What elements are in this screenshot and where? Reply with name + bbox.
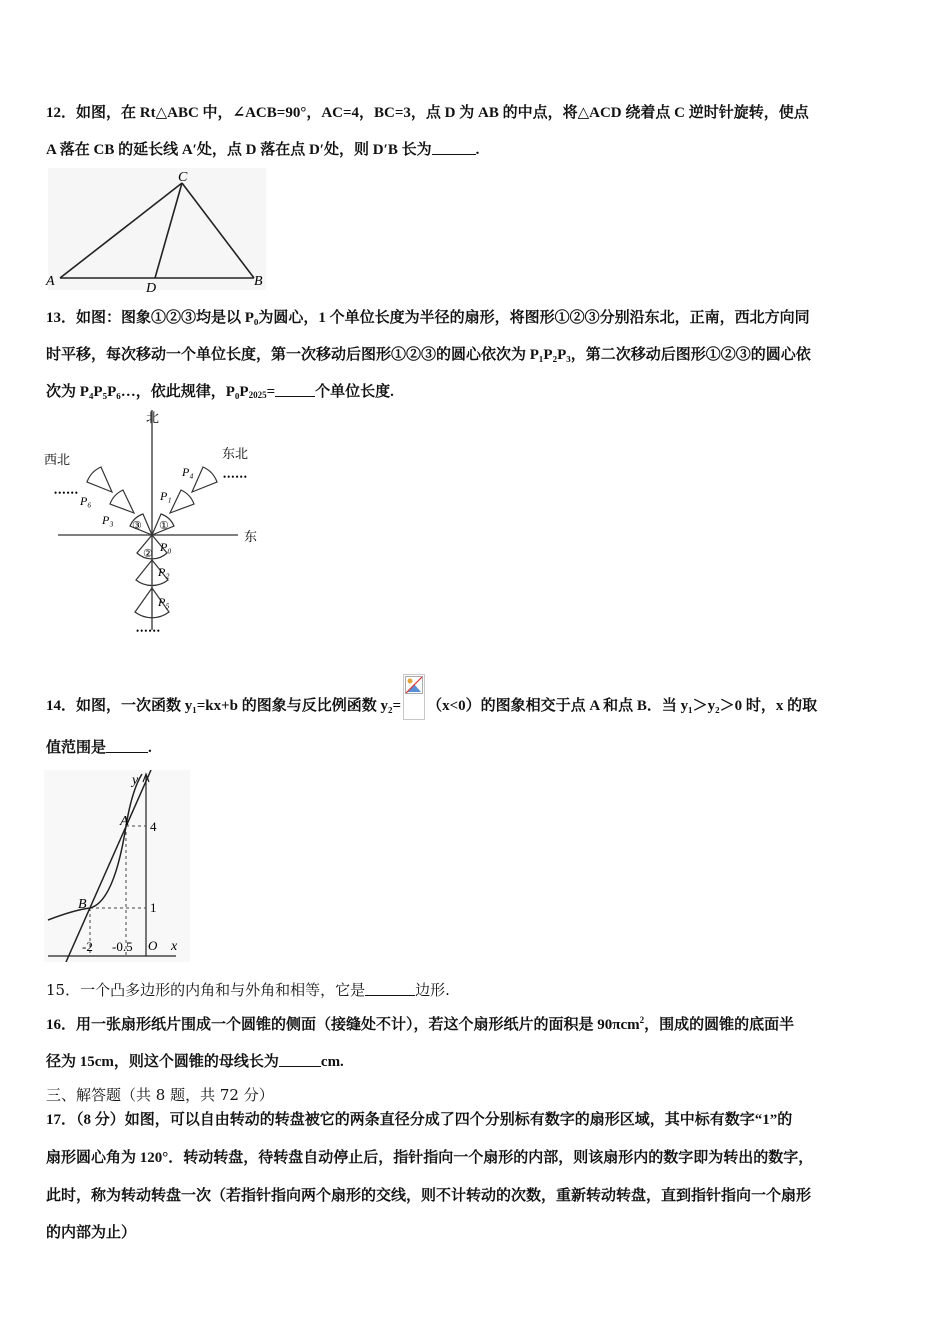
q13-line-1: 13．如图：图象①②③均是以 P₀为圆心，1 个单位长度为半径的扇形，将图形①②③分别沿东北，正南，西北方向同 xyxy=(46,310,810,326)
q14-line-1: 14．如图，一次函数 y₁=kx+b 的图象与反比例函数 y₂= （x<0）的图象相交于点 A 和点 B．当 y₁＞y₂＞0 时，x 的取 xyxy=(46,674,906,720)
dots-northwest: •••••• xyxy=(54,488,79,498)
label-east: 东 xyxy=(244,529,258,544)
q12-line-1: 12．如图，在 Rt△ABC 中，∠ACB=90°，AC=4，BC=3，点 D 为 AB 的中点，将△ACD 绕着点 C 逆时针旋转，使点 xyxy=(46,105,809,121)
label-northwest: 西北 xyxy=(44,452,71,467)
q17-line-4: 的内部为止） xyxy=(46,1225,137,1241)
q17-line-1: 17．（8 分）如图，可以自由转动的转盘被它的两条直径分成了四个分别标有数字的扇形区域，其中标有数字“1”的 xyxy=(46,1112,793,1128)
q16-line-2: 径为 15cm，则这个圆锥的母线长为 cm. xyxy=(46,1054,344,1070)
label-circle-1: ① xyxy=(159,520,169,532)
q13-line-2: 时平移，每次移动一个单位长度，第一次移动后图形①②③的圆心依次为 P₁P₂P₃，第二次移动后图形①②③的圆心依 xyxy=(46,347,811,363)
answer-blank xyxy=(365,981,415,996)
q14-line-2: 值范围是 . xyxy=(46,740,152,756)
label-north: 北 xyxy=(146,410,160,425)
label-circle-3: ③ xyxy=(132,520,142,532)
tick-4: 4 xyxy=(150,819,157,834)
label-c: C xyxy=(178,170,188,185)
q17-line-2: 扇形圆心角为 120°．转动转盘，待转盘自动停止后，指针指向一个扇形的内部，则该扇形内的数字即为转出的数字， xyxy=(46,1150,814,1166)
dots-south: •••••• xyxy=(136,626,161,636)
answer-blank xyxy=(279,1052,321,1067)
label-northeast: 东北 xyxy=(222,446,249,461)
q16-line-1: 16．用一张扇形纸片围成一个圆锥的侧面（接缝处不计），若这个扇形纸片的面积是 90πcm$^2$，围成的圆锥的底面半 xyxy=(46,1015,795,1033)
tick-minus-2: -2 xyxy=(82,939,93,954)
point-a-label: A xyxy=(120,814,129,829)
tick-1: 1 xyxy=(150,900,157,915)
axis-label-y: y xyxy=(132,773,139,788)
origin-label: O xyxy=(148,938,158,953)
label-p3: P₃ xyxy=(102,513,114,527)
label-a: A xyxy=(46,274,55,289)
answer-blank xyxy=(432,140,476,155)
label-p5: P₅ xyxy=(158,595,170,609)
answer-blank xyxy=(275,382,315,397)
point-b-label: B xyxy=(78,897,87,912)
q12-triangle-figure xyxy=(44,168,270,293)
label-p2: P₂ xyxy=(158,565,170,579)
label-p1: P₁ xyxy=(160,489,172,503)
broken-image-icon xyxy=(403,674,425,720)
answer-blank xyxy=(106,738,148,753)
q17-line-3: 此时，称为转动转盘一次（若指针指向两个扇形的交线，则不计转动的次数，重新转动转盘，直到指针指向一个扇形 xyxy=(46,1188,812,1204)
label-b: B xyxy=(254,274,263,289)
axis-label-x: x xyxy=(171,939,178,954)
dots-northeast: •••••• xyxy=(223,472,248,482)
q13-line-3: 次为 P₄P₅P₆…，依此规律，$P_0P_{2025}=$ 个单位长度. xyxy=(46,384,394,400)
label-p0: P₀ xyxy=(160,540,172,554)
label-p6: P₆ xyxy=(80,494,92,508)
label-p4: P₄ xyxy=(182,465,194,479)
q15-line: 15．一个凸多边形的内角和与外角和相等，它是 边形. xyxy=(46,981,450,999)
tick-minus-0-5: -0.5 xyxy=(112,939,133,954)
label-circle-2: ② xyxy=(143,548,153,560)
label-d: D xyxy=(146,281,157,293)
q12-line-2: A 落在 CB 的延长线 A′处，点 D 落在点 D′处，则 D′B 长为 . xyxy=(46,142,480,158)
q14-function-graph xyxy=(44,770,190,962)
section-3-title: 三、解答题（共 8 题，共 72 分） xyxy=(46,1086,274,1104)
q13-sector-figure xyxy=(40,408,280,640)
